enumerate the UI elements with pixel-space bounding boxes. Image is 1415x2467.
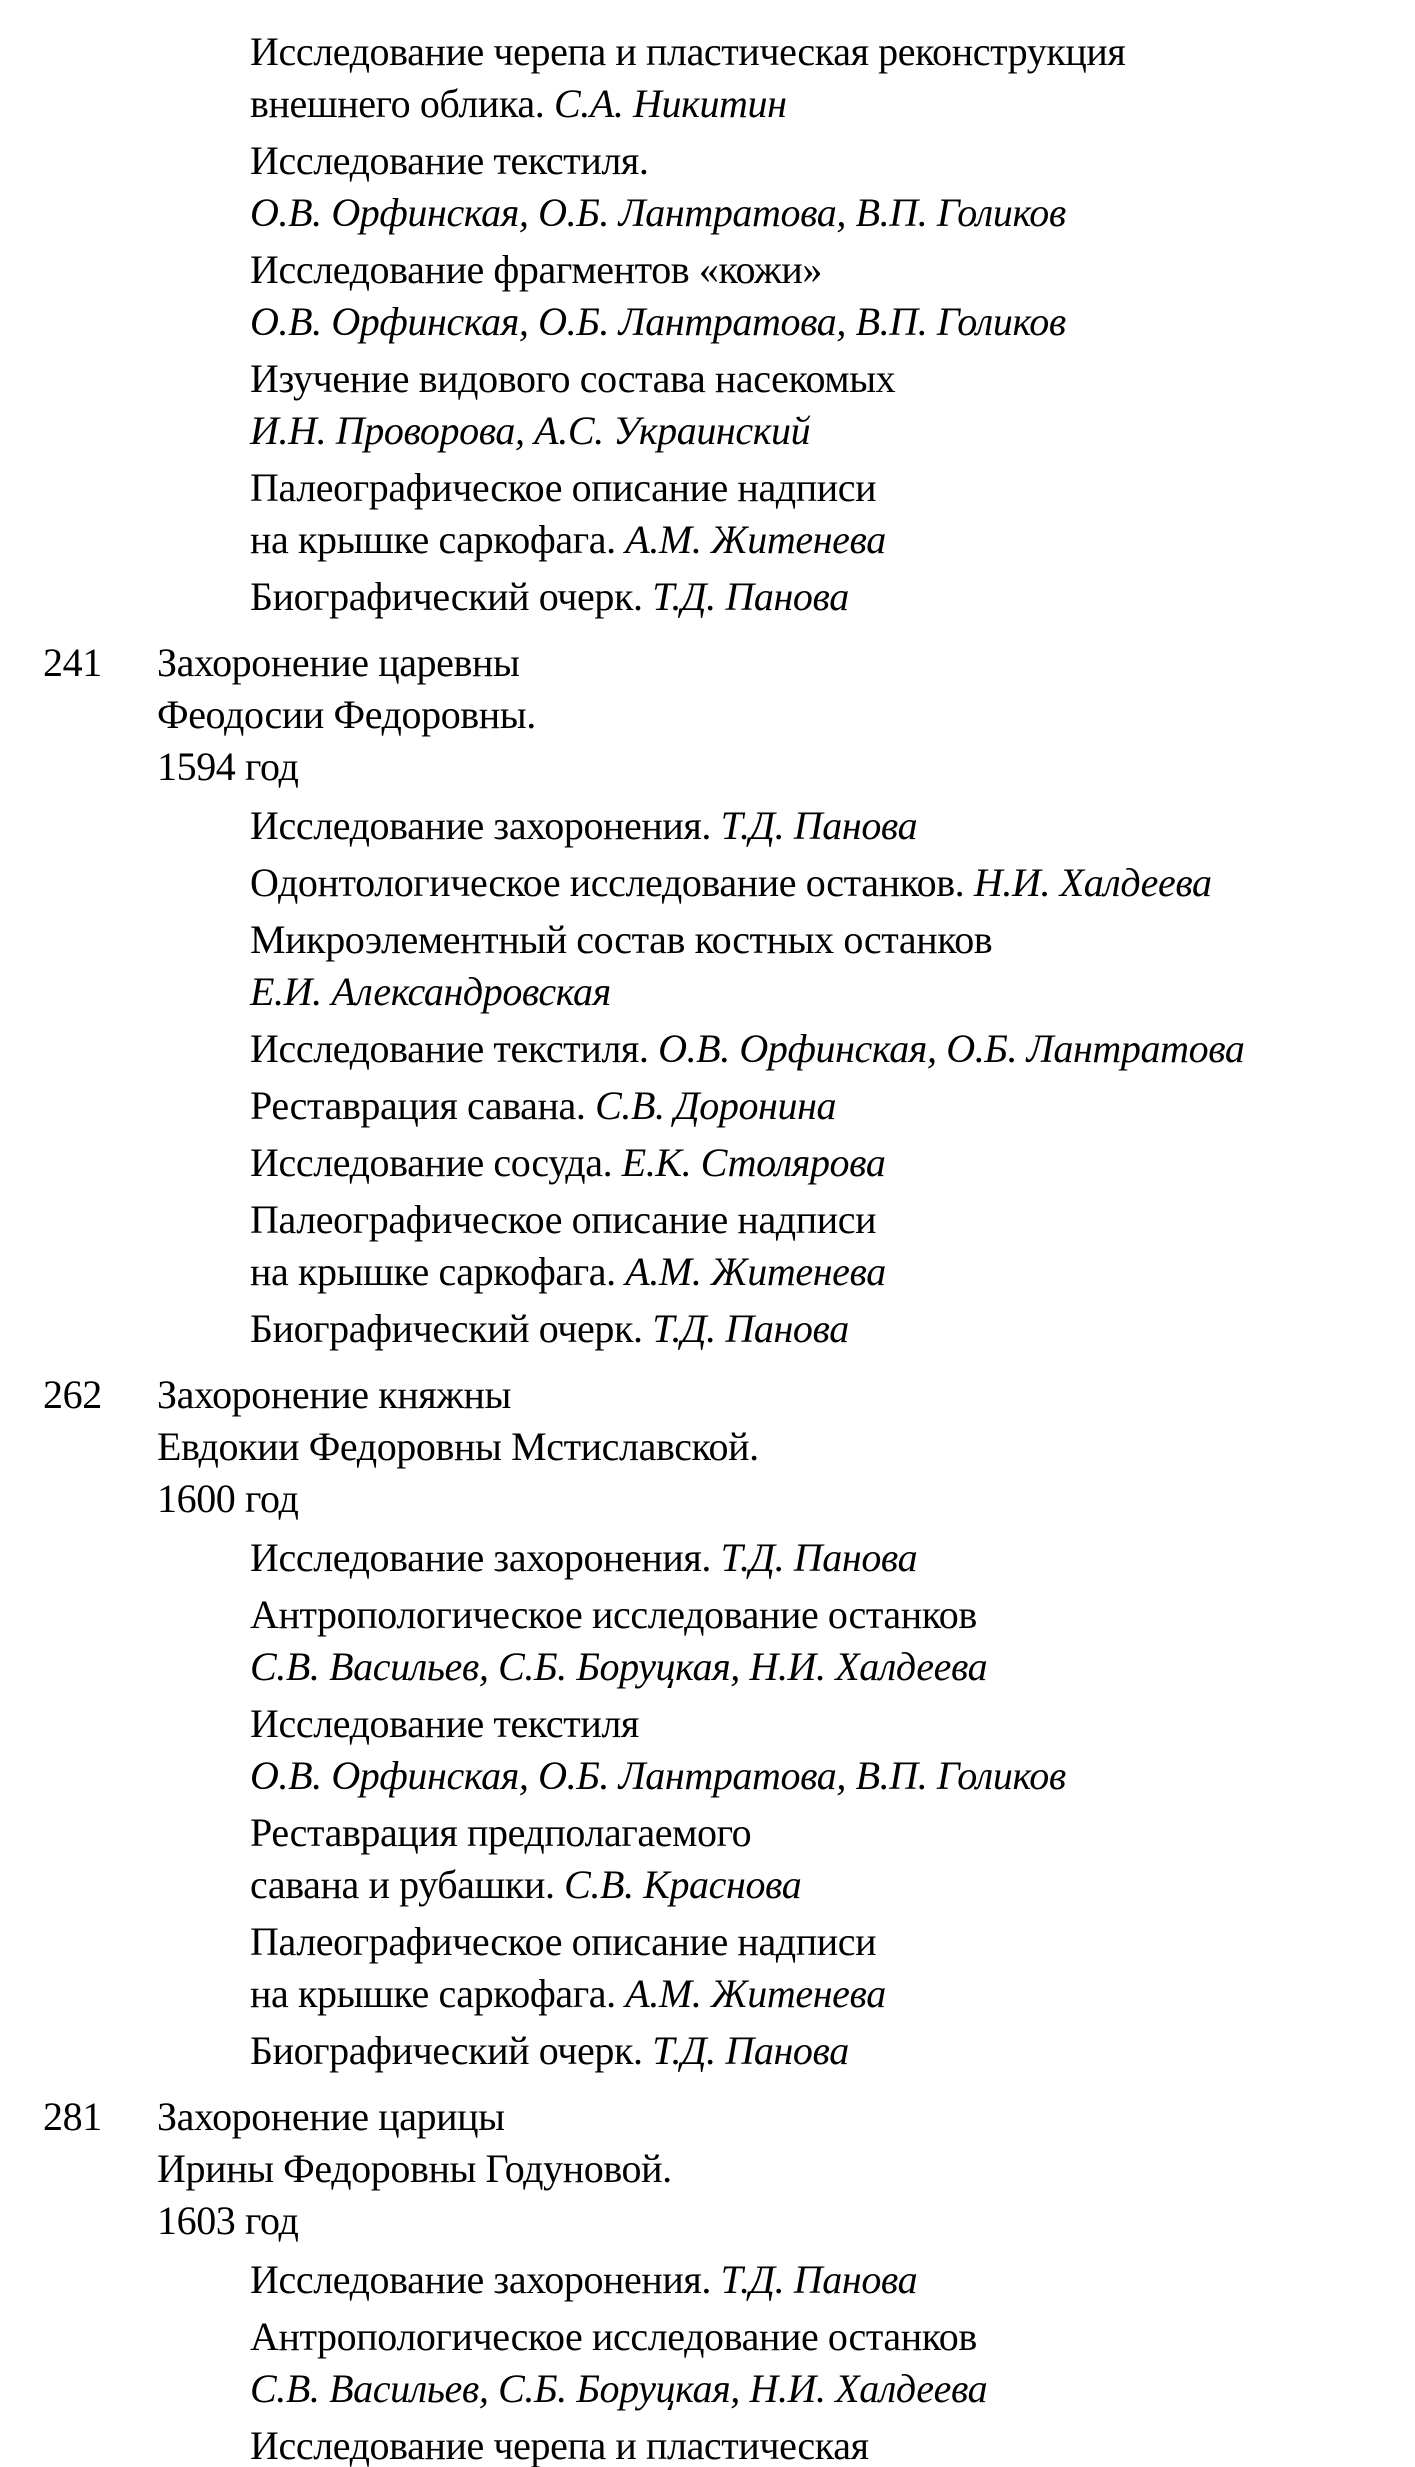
entry-title-line: Феодосии Федоровны. xyxy=(157,692,536,737)
sub-entry-line xyxy=(250,2025,1415,2077)
entry-text: Реставрация савана. xyxy=(250,1083,596,1128)
sub-entry-line xyxy=(250,1807,1415,1859)
page-number: 281 xyxy=(43,2094,102,2139)
author-name: Н.И. Халдеева xyxy=(973,860,1212,905)
entry-text: Исследование текстиля. xyxy=(250,1026,659,1071)
sub-entry-line xyxy=(250,187,1415,239)
sub-entry-line xyxy=(250,1859,1415,1911)
sub-entry-line xyxy=(250,78,1415,130)
sub-entry xyxy=(250,1303,1415,1355)
author-name: Т.Д. Панова xyxy=(720,803,918,848)
sub-entry xyxy=(250,1916,1415,2020)
toc-continuation xyxy=(0,26,1415,623)
entry-text: Исследование черепа и пластическая реконструкция xyxy=(250,29,1126,74)
entry-text: Исследование фрагментов «кожи» xyxy=(250,247,822,292)
sub-entry-line xyxy=(250,514,1415,566)
sub-entry-line xyxy=(250,1080,1415,1132)
entry-text: Исследование сосуда. xyxy=(250,1140,622,1185)
entry-text: Микроэлементный состав костных останков xyxy=(250,917,993,962)
sub-entry-line xyxy=(250,1532,1415,1584)
entry-text: Антропологическое исследование останков xyxy=(250,2314,977,2359)
sub-entry xyxy=(250,462,1415,566)
entry-text: Исследование текстиля. xyxy=(250,138,649,183)
sub-entries xyxy=(250,2254,1415,2467)
entry-text: Антропологическое исследование останков xyxy=(250,1592,977,1637)
entry-text: Исследование захоронения. xyxy=(250,803,721,848)
sub-entry-line xyxy=(250,353,1415,405)
entry-title-line: Захоронение царицы xyxy=(157,2094,505,2139)
sub-entry-line xyxy=(250,1023,1415,1075)
author-name: С.В. Васильев, С.Б. Боруцкая, Н.И. Халдеева xyxy=(250,1644,988,1689)
author-name: О.В. Орфинская, О.Б. Лантратова, В.П. Голиков xyxy=(250,1753,1066,1798)
sub-entry-line xyxy=(250,296,1415,348)
author-name: О.В. Орфинская, О.Б. Лантратова, В.П. Голиков xyxy=(250,190,1066,235)
entry-text: Палеографическое описание надписи xyxy=(250,1919,877,1964)
sub-entry xyxy=(250,1532,1415,1584)
sub-entry-line xyxy=(250,571,1415,623)
sub-entry-line xyxy=(250,2420,1415,2467)
sub-entry-line xyxy=(250,1916,1415,1968)
entry-text: Исследование захоронения. xyxy=(250,1535,721,1580)
entry-text: Исследование захоронения. xyxy=(250,2257,721,2302)
author-name: Т.Д. Панова xyxy=(720,2257,918,2302)
entry-text: Исследование черепа и пластическая xyxy=(250,2423,869,2467)
author-name: О.В. Орфинская, О.Б. Лантратова, В.П. Голиков xyxy=(250,299,1066,344)
entry-text: Реставрация предполагаемого xyxy=(250,1810,752,1855)
sub-entry-line xyxy=(250,244,1415,296)
sub-entries xyxy=(250,26,1415,623)
author-name: Т.Д. Панова xyxy=(652,574,849,619)
entry-title-line: Захоронение княжны xyxy=(157,1372,511,1417)
entry-text: Биографический очерк. xyxy=(250,574,653,619)
sub-entry xyxy=(250,2311,1415,2415)
sub-entry-line xyxy=(250,1303,1415,1355)
sub-entry-line xyxy=(250,2254,1415,2306)
sub-entry-line xyxy=(250,914,1415,966)
entry-text: на крышке саркофага. xyxy=(250,1249,626,1294)
sub-entry-line xyxy=(250,1589,1415,1641)
sub-entry xyxy=(250,353,1415,457)
sub-entry xyxy=(250,244,1415,348)
page-number: 262 xyxy=(43,1372,102,1417)
author-name: А.М. Житенева xyxy=(625,517,886,562)
entry-text: Одонтологическое исследование останков. xyxy=(250,860,974,905)
sub-entry-line xyxy=(250,2363,1415,2415)
sub-entry xyxy=(250,1807,1415,1911)
entry-title-line: 1603 год xyxy=(157,2198,299,2243)
author-name: Т.Д. Панова xyxy=(652,2028,849,2073)
author-name: С.В. Доронина xyxy=(595,1083,837,1128)
sub-entry-line xyxy=(250,1194,1415,1246)
sub-entry-line xyxy=(250,405,1415,457)
sub-entry-line xyxy=(250,1137,1415,1189)
toc-section xyxy=(0,2091,1415,2467)
sub-entries xyxy=(250,1532,1415,2077)
entry-title-line: Ирины Федоровны Годуновой. xyxy=(157,2146,672,2191)
author-name: А.М. Житенева xyxy=(625,1971,886,2016)
entry-title xyxy=(157,2091,1415,2247)
sub-entry xyxy=(250,1023,1415,1075)
entry-text: внешнего облика. xyxy=(250,81,554,126)
sub-entry xyxy=(250,135,1415,239)
sub-entry xyxy=(250,2025,1415,2077)
entry-text: на крышке саркофага. xyxy=(250,517,626,562)
sub-entry-line xyxy=(250,1750,1415,1802)
entry-text: Палеографическое описание надписи xyxy=(250,465,877,510)
author-name: С.А. Никитин xyxy=(553,81,787,126)
sub-entry-line xyxy=(250,857,1415,909)
toc-section xyxy=(0,1369,1415,2077)
author-name: С.В. Васильев, С.Б. Боруцкая, Н.И. Халдеева xyxy=(250,2366,988,2411)
entry-title xyxy=(157,1369,1415,1525)
sub-entry-line xyxy=(250,1968,1415,2020)
author-name: Т.Д. Панова xyxy=(652,1306,849,1351)
author-name: Е.И. Александровская xyxy=(250,969,611,1014)
sub-entry-line xyxy=(250,26,1415,78)
sub-entry-line xyxy=(250,1246,1415,1298)
entry-title-line: Захоронение царевны xyxy=(157,640,520,685)
entry-title-line: Евдокии Федоровны Мстиславской. xyxy=(157,1424,759,1469)
sub-entry xyxy=(250,571,1415,623)
sub-entry xyxy=(250,800,1415,852)
sub-entry xyxy=(250,1194,1415,1298)
sub-entry xyxy=(250,1698,1415,1802)
sub-entry-line xyxy=(250,966,1415,1018)
page-number: 241 xyxy=(43,640,102,685)
sub-entry-line xyxy=(250,2311,1415,2363)
sub-entry xyxy=(250,1137,1415,1189)
sub-entry xyxy=(250,2420,1415,2467)
entry-text: Биографический очерк. xyxy=(250,1306,653,1351)
author-name: О.В. Орфинская, О.Б. Лантратова xyxy=(658,1026,1245,1071)
sub-entry-line xyxy=(250,135,1415,187)
entry-text: савана и рубашки. xyxy=(250,1862,565,1907)
entry-text: Изучение видового состава насекомых xyxy=(250,356,896,401)
sub-entry xyxy=(250,1589,1415,1693)
sub-entry xyxy=(250,857,1415,909)
sub-entry-line xyxy=(250,462,1415,514)
sub-entry-line xyxy=(250,1698,1415,1750)
sub-entry-line xyxy=(250,800,1415,852)
entry-text: Исследование текстиля xyxy=(250,1701,639,1746)
author-name: А.М. Житенева xyxy=(625,1249,886,1294)
toc-section xyxy=(0,637,1415,1355)
sub-entry xyxy=(250,1080,1415,1132)
entry-text: Биографический очерк. xyxy=(250,2028,653,2073)
sub-entry xyxy=(250,26,1415,130)
entry-text: Палеографическое описание надписи xyxy=(250,1197,877,1242)
sub-entries xyxy=(250,800,1415,1355)
sub-entry xyxy=(250,914,1415,1018)
sub-entry-line xyxy=(250,1641,1415,1693)
author-name: Т.Д. Панова xyxy=(720,1535,918,1580)
author-name: И.Н. Проворова, А.С. Украинский xyxy=(250,408,811,453)
entry-title-line: 1594 год xyxy=(157,744,299,789)
toc-list xyxy=(0,26,1415,2467)
entry-title xyxy=(157,637,1415,793)
author-name: С.В. Краснова xyxy=(564,1862,802,1907)
sub-entry xyxy=(250,2254,1415,2306)
author-name: Е.К. Столярова xyxy=(621,1140,886,1185)
entry-title-line: 1600 год xyxy=(157,1476,299,1521)
entry-text: на крышке саркофага. xyxy=(250,1971,626,2016)
